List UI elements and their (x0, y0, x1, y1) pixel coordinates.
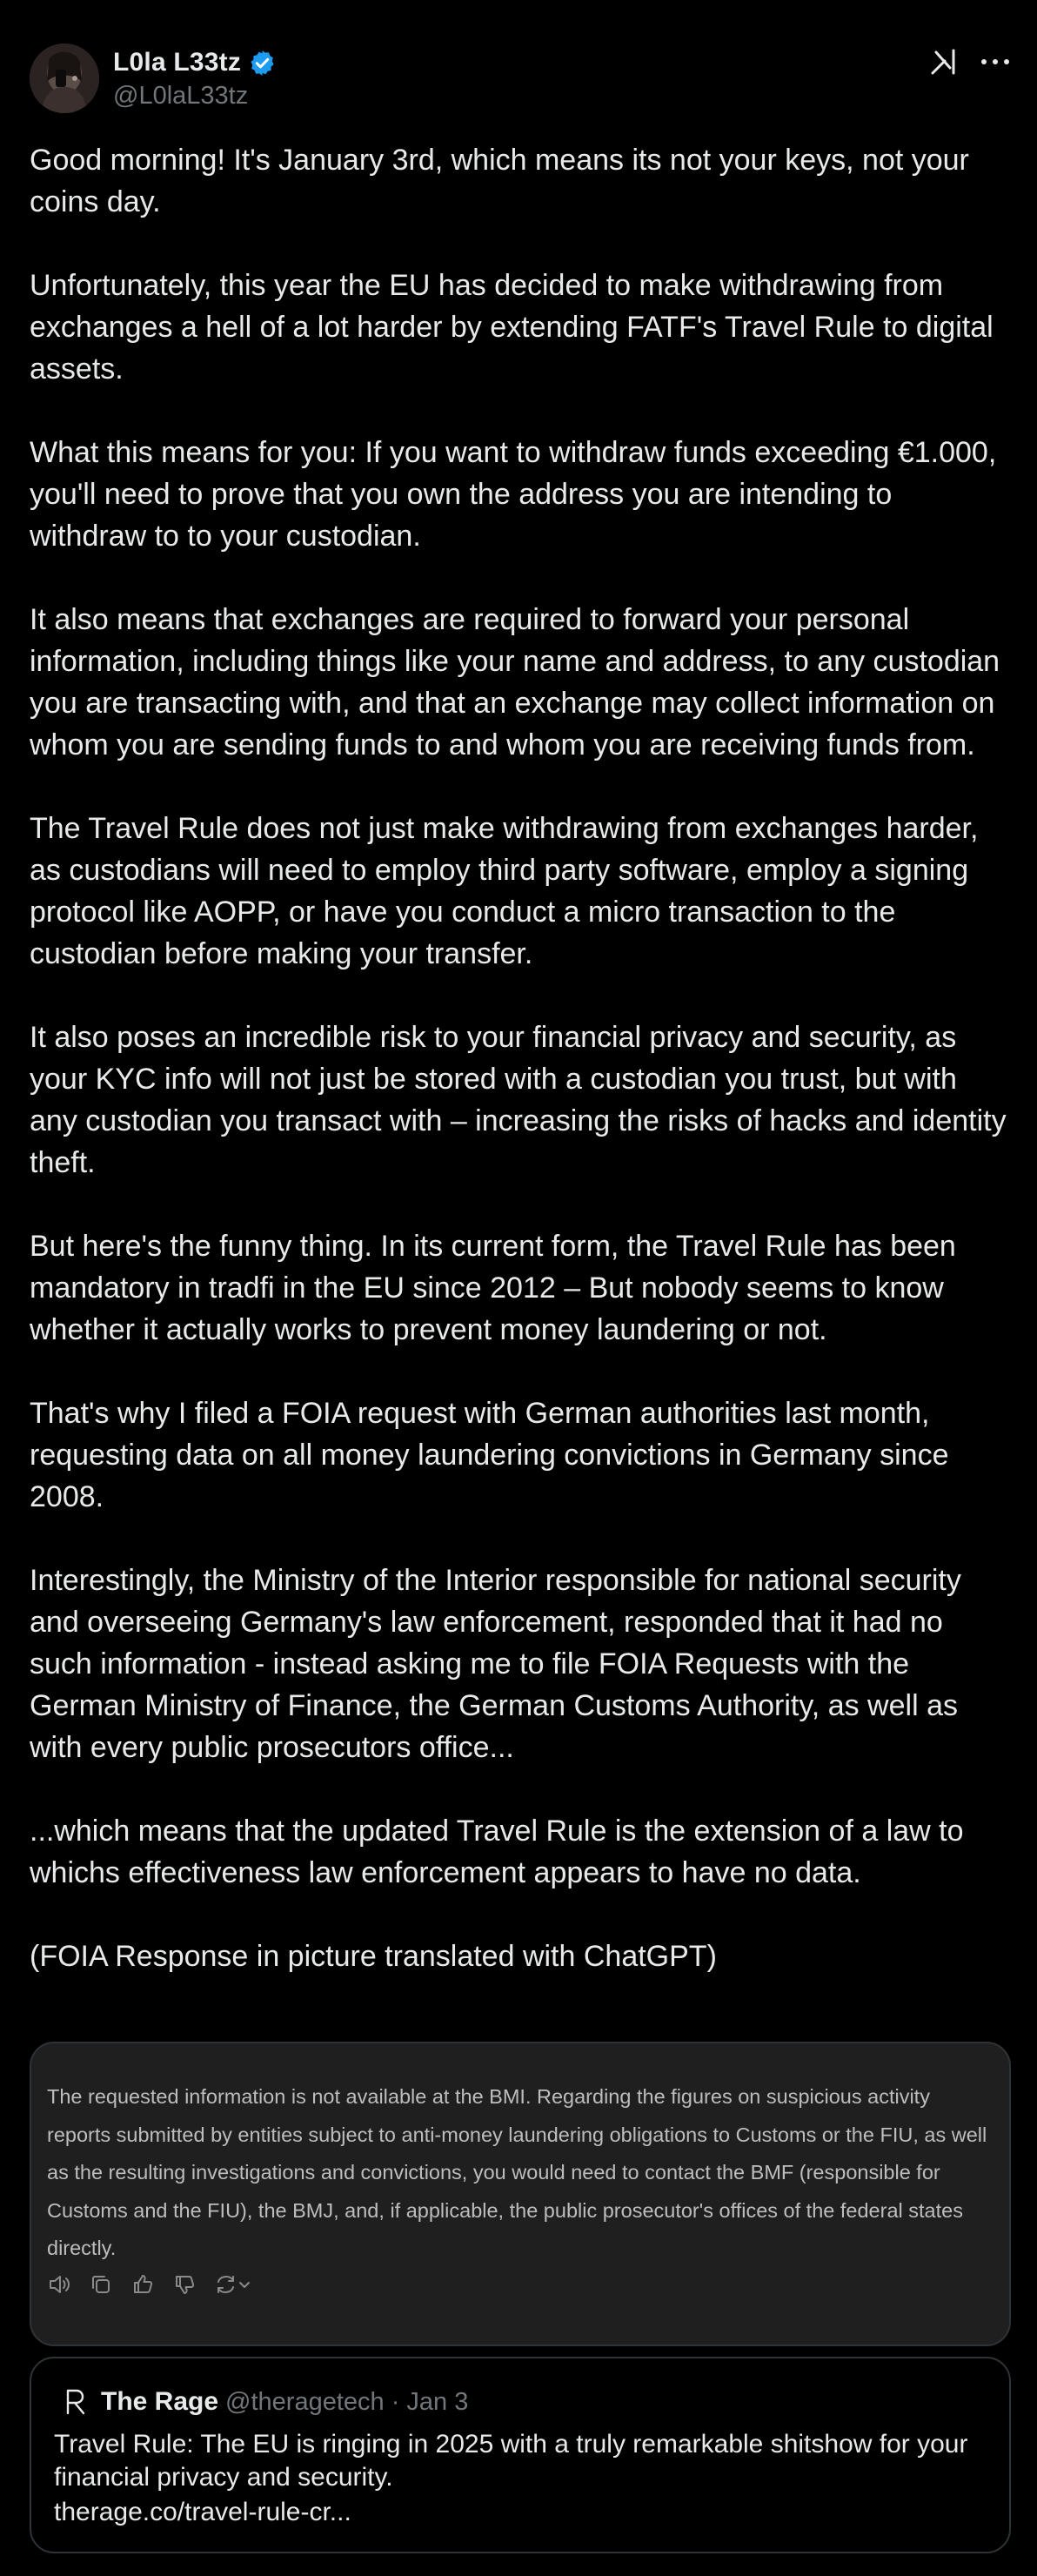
tweet-paragraph: Unfortunately, this year the EU has decided to make withdrawing from exchanges a hell of a lot harder by extending FATF's Travel Rule to digital assets. (30, 269, 994, 386)
quoted-tweet-link[interactable]: therage.co/travel-rule-cr... (54, 2498, 351, 2526)
tweet-paragraph: What this means for you: If you want to withdraw funds exceeding €1.000, you'll need to prove that you own the address you are intending to withdraw to to your custodian. (30, 436, 997, 553)
copy-icon (89, 2272, 113, 2297)
tweet-paragraph: It also means that exchanges are required to forward your personal information, including things like your name and address, to any custodian you are transacting with, and that an exchange may collect information on whom you are sending funds to and whom you are receiving funds from. (30, 603, 1000, 761)
tweet-paragraph: That's why I filed a FOIA request with German authorities last month, requesting data on all money laundering convictions in Germany since 2008. (30, 1397, 949, 1513)
tweet-paragraph: But here's the funny thing. In its current form, the Travel Rule has been mandatory in tradfi in the EU since 2012 – But nobody seems to know whether it actually works to prevent money laundering or not. (30, 1230, 956, 1346)
tweet-text (30, 139, 1013, 1977)
author-name-row (113, 45, 277, 80)
tweet-paragraph: ...which means that the updated Travel Rule is the extension of a law to whichs effectiveness law enforcement appears to have no data. (30, 1815, 964, 1889)
more-icon[interactable] (978, 47, 1013, 77)
tweet-paragraph: The Travel Rule does not just make withdrawing from exchanges harder, as custodians will need to employ third party software, employ a signing protocol like AOPP, or have you conduct a micro transaction to the custodian before making your transfer. (30, 812, 979, 970)
author-display-name[interactable]: L0la L33tz (113, 48, 242, 77)
grok-icon[interactable] (929, 47, 959, 77)
quoted-author-handle-time[interactable]: @theragetech · Jan 3 (225, 2387, 469, 2416)
tweet-paragraph: Interestingly, the Ministry of the Interior responsible for national security and overseeing Germany's law enforcement, responded that it had no such information - instead asking me to file FOIA Requests with the German Ministry of Finance, the German Customs Authority, as well as with every public prosecutors office... (30, 1564, 961, 1764)
tweet-header (30, 44, 1013, 117)
regenerate-icon (214, 2272, 252, 2297)
tweet-paragraph: (FOIA Response in picture translated with ChatGPT) (30, 1940, 717, 1973)
quoted-tweet-text: Travel Rule: The EU is ringing in 2025 with a truly remarkable shitshow for your financial privacy and security. (54, 2430, 968, 2492)
author-handle[interactable]: @L0laL33tz (113, 82, 249, 110)
the-rage-logo-icon[interactable] (63, 2387, 89, 2417)
tweet-image[interactable] (30, 2042, 1011, 2346)
read-aloud-icon (47, 2272, 71, 2297)
tweet-paragraph: Good morning! It's January 3rd, which means its not your keys, not your coins day. (30, 144, 969, 218)
image-text: The requested information is not available at the BMI. Regarding the figures on suspicious activity reports submitted by entities subject to anti-money laundering obligations to Customs or the FIU, as well as the resulting investigations and convictions, you would need to contact the BMF (responsible for Customs and the FIU), the BMJ, and, if applicable, the public prosecutor's offices of the federal states directly. (47, 2085, 987, 2259)
avatar[interactable] (30, 44, 99, 113)
thumbs-down-icon (172, 2272, 197, 2297)
verified-badge-icon[interactable] (248, 49, 277, 77)
quoted-author-name[interactable]: The Rage (101, 2387, 219, 2416)
avatar-photo-icon (30, 44, 99, 113)
image-action-row (47, 2271, 270, 2298)
thumbs-up-icon (130, 2272, 155, 2297)
quoted-tweet-header (63, 2385, 468, 2419)
quoted-tweet[interactable] (30, 2357, 1011, 2553)
tweet-paragraph: It also poses an incredible risk to your financial privacy and security, as your KYC info will not just be stored with a custodian you trust, but with any custodian you transact with – increasing the risks of hacks and identity theft. (30, 1021, 1007, 1179)
